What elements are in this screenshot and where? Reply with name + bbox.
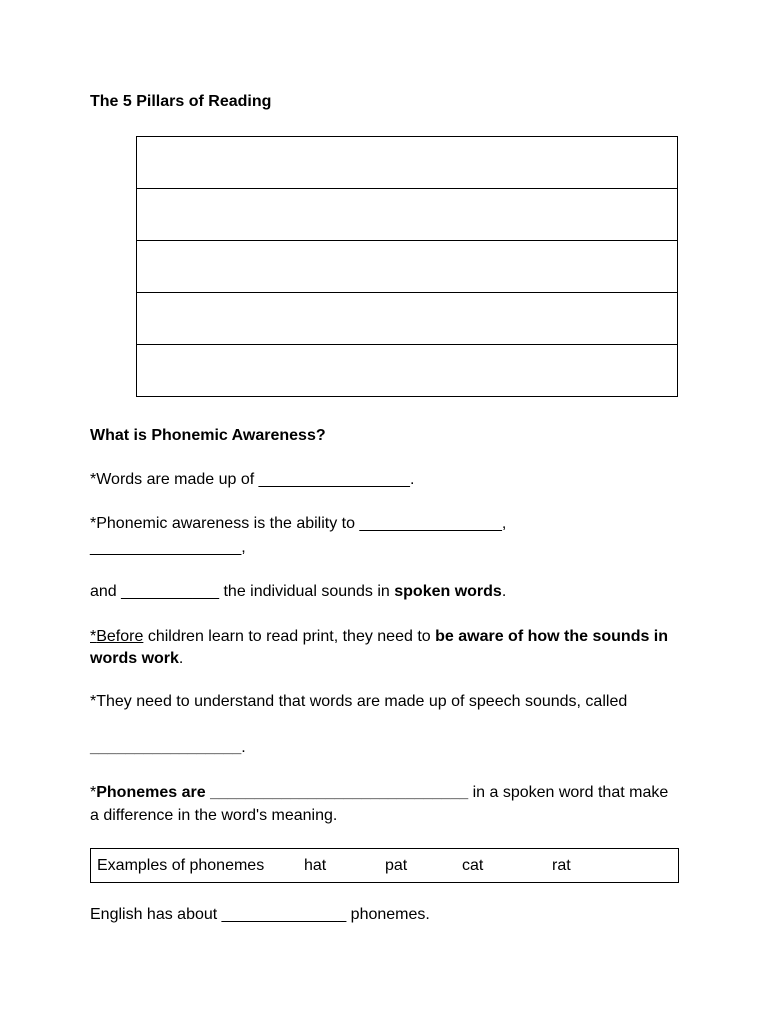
called-blank: _________________ [90, 739, 242, 756]
example-word: pat [385, 857, 408, 874]
period: . [178, 650, 184, 667]
table-row [137, 189, 678, 241]
example-word: hat [304, 857, 327, 874]
pillar-cell-1 [137, 137, 678, 189]
spoken-words-bold: spoken words [394, 583, 502, 600]
and-text: and ___________ the individual sounds in [90, 583, 395, 600]
star: * [90, 628, 97, 645]
ability-blank-line: _________________, [90, 539, 246, 556]
page-title: The 5 Pillars of Reading [90, 93, 272, 110]
table-row [137, 241, 678, 293]
pillar-cell-3 [137, 241, 678, 293]
star: * [90, 784, 97, 801]
called-blank-line [90, 738, 246, 758]
phonemes-paragraph [90, 781, 680, 827]
pillar-cell-2 [137, 189, 678, 241]
words-made-up-line: *Words are made up of _________________. [90, 471, 415, 488]
understand-line: *They need to understand that words are made up of speech sounds, called [90, 693, 628, 710]
period: . [241, 739, 246, 756]
phonemes-bold-text: Phonemes are _____________________________ [96, 784, 469, 801]
period: . [501, 583, 507, 600]
ability-line: *Phonemic awareness is the ability to ________________, [90, 515, 507, 532]
english-phonemes-line: English has about ______________ phonemes. [90, 906, 430, 923]
before-bold-text: be aware of how the sounds in words work [90, 628, 669, 667]
table-row [137, 137, 678, 189]
pillars-table [136, 136, 678, 397]
table-row [137, 345, 678, 397]
before-paragraph [90, 626, 680, 670]
before-mid-text: children learn to read print, they need to [143, 628, 436, 645]
examples-label: Examples of phonemes [97, 857, 265, 874]
examples-box [90, 848, 679, 883]
section-title: What is Phonemic Awareness? [90, 427, 326, 444]
spoken-words-line [90, 582, 506, 602]
example-word: cat [462, 857, 484, 874]
table-row [137, 293, 678, 345]
example-word: rat [552, 857, 571, 874]
phonemes-rest-text: in a spoken word that make a difference in the word's meaning. [90, 784, 669, 824]
pillar-cell-5 [137, 345, 678, 397]
before-underlined: Before [96, 628, 144, 645]
pillar-cell-4 [137, 293, 678, 345]
